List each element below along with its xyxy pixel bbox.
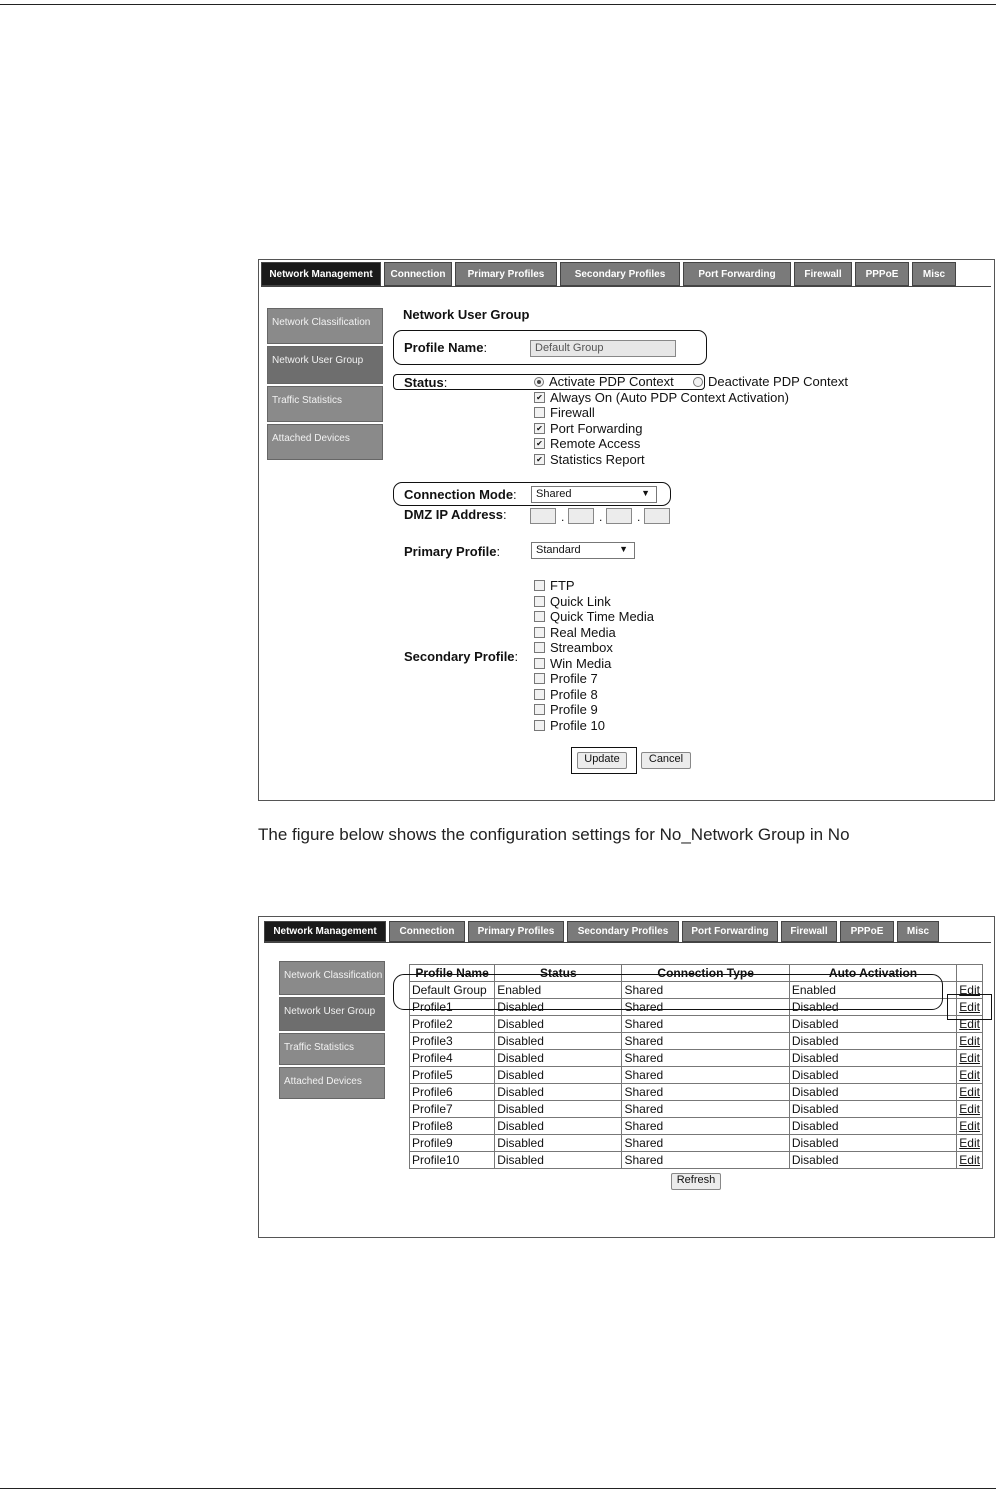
deactivate-pdp-radio[interactable] (693, 374, 848, 389)
checkbox-unchecked[interactable] (534, 627, 545, 638)
edit-link[interactable]: Edit (957, 1033, 983, 1050)
table-row (410, 1016, 983, 1033)
tab-firewall[interactable]: Firewall (781, 921, 837, 942)
edit-link[interactable]: Edit (957, 999, 983, 1016)
deactivate-pdp-label: Deactivate PDP Context (708, 374, 848, 389)
edit-link[interactable]: Edit (957, 1135, 983, 1152)
tab-port-forwarding[interactable]: Port Forwarding (683, 262, 791, 286)
table-row (410, 1050, 983, 1067)
cell-connection-type: Shared (622, 999, 789, 1016)
cell-profile-name: Default Group (410, 982, 495, 999)
colon: : (443, 375, 448, 390)
cell-status: Disabled (495, 1050, 622, 1067)
ip-separator: . (599, 510, 603, 524)
secondary-option[interactable] (534, 609, 654, 624)
sidebar (279, 961, 385, 1099)
dmz-ip-octet-3[interactable] (606, 508, 632, 524)
sidebar-item-network-classification[interactable]: Network Classification (267, 308, 383, 344)
connection-mode-value: Shared (536, 488, 572, 500)
colon: : (496, 544, 501, 559)
secondary-option[interactable] (534, 718, 605, 733)
secondary-option-label: Profile 9 (550, 702, 598, 717)
figure-network-user-group-form (258, 259, 995, 801)
header-edit (957, 965, 983, 982)
colon: : (483, 340, 488, 355)
cell-connection-type: Shared (622, 982, 789, 999)
tab-firewall[interactable]: Firewall (794, 262, 852, 286)
radio-unselected[interactable] (693, 377, 703, 387)
secondary-option[interactable] (534, 656, 611, 671)
option-label: Statistics Report (550, 452, 645, 467)
dmz-label (404, 507, 507, 522)
option-label: Firewall (550, 405, 595, 420)
edit-link[interactable]: Edit (957, 1118, 983, 1135)
cell-status: Disabled (495, 1118, 622, 1135)
tab-secondary-profiles[interactable]: Secondary Profiles (567, 921, 679, 942)
edit-link[interactable]: Edit (957, 1084, 983, 1101)
sidebar-item-traffic-statistics[interactable]: Traffic Statistics (267, 386, 383, 422)
option-always-on[interactable] (534, 390, 789, 405)
cell-connection-type: Shared (622, 1050, 789, 1067)
cell-auto-activation: Disabled (789, 1118, 956, 1135)
checkbox-checked[interactable]: ✔ (534, 438, 545, 449)
colon: : (502, 507, 507, 522)
cell-auto-activation: Disabled (789, 1033, 956, 1050)
update-button[interactable]: Update (577, 752, 627, 769)
cell-profile-name: Profile2 (410, 1016, 495, 1033)
tab-primary-profiles[interactable]: Primary Profiles (455, 262, 557, 286)
cell-status: Disabled (495, 1033, 622, 1050)
profile-name-label-text: Profile Name (404, 340, 484, 355)
cell-profile-name: Profile7 (410, 1101, 495, 1118)
checkbox-checked[interactable]: ✔ (534, 454, 545, 465)
cell-connection-type: Shared (622, 1033, 789, 1050)
cell-status: Disabled (495, 1084, 622, 1101)
table-row (410, 1118, 983, 1135)
secondary-option[interactable] (534, 687, 598, 702)
highlight-connection-mode (393, 482, 671, 506)
figure-profile-list (258, 916, 995, 1238)
option-label: Always On (Auto PDP Context Activation) (550, 390, 789, 405)
checkbox-unchecked[interactable] (534, 673, 545, 684)
cell-status: Disabled (495, 999, 622, 1016)
cell-profile-name: Profile4 (410, 1050, 495, 1067)
secondary-option-label: Quick Link (550, 594, 611, 609)
cell-profile-name: Profile10 (410, 1152, 495, 1169)
cell-auto-activation: Disabled (789, 1101, 956, 1118)
tab-connection[interactable]: Connection (384, 262, 452, 286)
bottom-rule (0, 1488, 996, 1489)
option-remote-access[interactable] (534, 436, 640, 451)
secondary-option[interactable] (534, 671, 598, 686)
secondary-option[interactable] (534, 594, 611, 609)
secondary-option-label: Win Media (550, 656, 612, 671)
checkbox-unchecked[interactable] (534, 642, 545, 653)
cell-profile-name: Profile3 (410, 1033, 495, 1050)
table-row (410, 1152, 983, 1169)
tab-misc[interactable]: Misc (897, 921, 939, 942)
activate-pdp-radio[interactable] (534, 374, 674, 389)
checkbox-unchecked[interactable] (534, 704, 545, 715)
sidebar-item-network-classification[interactable]: Network Classification (279, 961, 385, 995)
primary-profile-label-text: Primary Profile (404, 544, 497, 559)
table-row (410, 1084, 983, 1101)
secondary-profile-label-text: Secondary Profile (404, 649, 515, 664)
edit-link[interactable]: Edit (957, 1101, 983, 1118)
edit-link[interactable]: Edit (957, 1067, 983, 1084)
colon: : (513, 487, 517, 502)
radio-selected[interactable] (534, 377, 544, 387)
option-statistics-report[interactable] (534, 452, 645, 467)
cell-status: Enabled (495, 982, 622, 999)
header-connection-type: Connection Type (622, 965, 789, 982)
checkbox-unchecked[interactable] (534, 407, 545, 418)
dmz-ip-octet-4[interactable] (644, 508, 670, 524)
sidebar-item-network-user-group[interactable]: Network User Group (279, 997, 385, 1031)
header-auto-activation: Auto Activation (789, 965, 956, 982)
figure-caption: The figure below shows the configuration settings for No_Network Group in No (258, 825, 850, 844)
secondary-option-label: Real Media (550, 625, 616, 640)
cell-status: Disabled (495, 1152, 622, 1169)
cell-auto-activation: Disabled (789, 1135, 956, 1152)
secondary-option-label: Quick Time Media (550, 609, 655, 624)
secondary-option[interactable] (534, 640, 613, 655)
profile-name-input[interactable]: Default Group (530, 340, 676, 357)
sidebar-item-network-user-group[interactable]: Network User Group (267, 346, 383, 384)
dmz-label-text: DMZ IP Address (404, 507, 503, 522)
chevron-down-icon: ▼ (619, 544, 628, 554)
cell-connection-type: Shared (622, 1101, 789, 1118)
tab-network-management[interactable]: Network Management (261, 262, 381, 286)
connection-mode-label-text: Connection Mode (404, 487, 514, 502)
tab-misc[interactable]: Misc (912, 262, 956, 286)
cell-auto-activation: Disabled (789, 1067, 956, 1084)
top-rule (0, 4, 996, 5)
colon: : (514, 649, 519, 664)
cell-auto-activation: Disabled (789, 1016, 956, 1033)
edit-link[interactable]: Edit (957, 982, 983, 999)
cell-connection-type: Shared (622, 1016, 789, 1033)
checkbox-checked[interactable]: ✔ (534, 392, 545, 403)
primary-profile-select[interactable] (531, 542, 635, 559)
header-status: Status (495, 965, 622, 982)
status-label-text: Status (404, 375, 444, 390)
cell-status: Disabled (495, 1067, 622, 1084)
highlight-default-group-row (393, 974, 943, 1010)
secondary-option[interactable] (534, 702, 598, 717)
cell-profile-name: Profile8 (410, 1118, 495, 1135)
secondary-option-label: Profile 8 (550, 687, 598, 702)
ip-separator: . (637, 510, 641, 524)
tab-port-forwarding[interactable]: Port Forwarding (682, 921, 778, 942)
checkbox-checked[interactable]: ✔ (534, 423, 545, 434)
sidebar-item-attached-devices[interactable]: Attached Devices (267, 424, 383, 460)
tab-pppoe[interactable]: PPPoE (855, 262, 909, 286)
secondary-profile-label (404, 649, 518, 664)
primary-profile-label (404, 544, 500, 559)
highlight-edit-link (947, 994, 992, 1020)
edit-link[interactable]: Edit (957, 1016, 983, 1033)
cell-profile-name: Profile1 (410, 999, 495, 1016)
checkbox-unchecked[interactable] (534, 596, 545, 607)
dmz-ip-octet-1[interactable] (530, 508, 556, 524)
tab-primary-profiles[interactable]: Primary Profiles (468, 921, 564, 942)
cell-auto-activation: Enabled (789, 982, 956, 999)
secondary-option-label: FTP (550, 578, 575, 593)
highlight-profile-name (393, 330, 707, 365)
checkbox-unchecked[interactable] (534, 580, 545, 591)
checkbox-unchecked[interactable] (534, 658, 545, 669)
tab-underline (261, 286, 991, 287)
sidebar-item-attached-devices[interactable]: Attached Devices (279, 1067, 385, 1099)
primary-profile-value: Standard (536, 544, 581, 556)
tab-bar (261, 262, 959, 286)
refresh-button[interactable]: Refresh (671, 1173, 721, 1190)
option-port-forwarding[interactable] (534, 421, 642, 436)
secondary-option[interactable] (534, 578, 575, 593)
checkbox-unchecked[interactable] (534, 720, 545, 731)
cell-auto-activation: Disabled (789, 1050, 956, 1067)
secondary-option-label: Streambox (550, 640, 613, 655)
secondary-option-label: Profile 10 (550, 718, 605, 733)
option-label: Remote Access (550, 436, 641, 451)
ip-separator: . (561, 510, 565, 524)
tab-underline (264, 942, 991, 943)
table-row (410, 1135, 983, 1152)
option-firewall[interactable] (534, 405, 595, 420)
chevron-down-icon: ▼ (641, 488, 650, 498)
cell-profile-name: Profile5 (410, 1067, 495, 1084)
checkbox-unchecked[interactable] (534, 611, 545, 622)
table-row (410, 1033, 983, 1050)
cell-status: Disabled (495, 1016, 622, 1033)
highlight-update-button (571, 747, 637, 774)
tab-connection[interactable]: Connection (389, 921, 465, 942)
checkbox-unchecked[interactable] (534, 689, 545, 700)
cell-connection-type: Shared (622, 1067, 789, 1084)
sidebar (267, 308, 383, 460)
cell-profile-name: Profile9 (410, 1135, 495, 1152)
cell-connection-type: Shared (622, 1084, 789, 1101)
edit-link[interactable]: Edit (957, 1152, 983, 1169)
sidebar-item-traffic-statistics[interactable]: Traffic Statistics (279, 1033, 385, 1065)
option-label: Port Forwarding (550, 421, 643, 436)
tab-pppoe[interactable]: PPPoE (840, 921, 894, 942)
header-profile-name: Profile Name (410, 965, 495, 982)
secondary-option[interactable] (534, 625, 616, 640)
activate-pdp-label: Activate PDP Context (549, 374, 674, 389)
cell-connection-type: Shared (622, 1118, 789, 1135)
cell-status: Disabled (495, 1101, 622, 1118)
dmz-ip-octet-2[interactable] (568, 508, 594, 524)
cell-auto-activation: Disabled (789, 1152, 956, 1169)
cell-profile-name: Profile6 (410, 1084, 495, 1101)
cell-status: Disabled (495, 1135, 622, 1152)
form-title: Network User Group (403, 307, 530, 322)
edit-link[interactable]: Edit (957, 1050, 983, 1067)
table-row (410, 1101, 983, 1118)
tab-secondary-profiles[interactable]: Secondary Profiles (560, 262, 680, 286)
cell-auto-activation: Disabled (789, 999, 956, 1016)
tab-network-management[interactable]: Network Management (264, 921, 386, 942)
table-row (410, 1067, 983, 1084)
tab-bar (264, 921, 942, 942)
cancel-button[interactable]: Cancel (641, 752, 691, 769)
secondary-option-label: Profile 7 (550, 671, 598, 686)
cell-connection-type: Shared (622, 1135, 789, 1152)
cell-connection-type: Shared (622, 1152, 789, 1169)
cell-auto-activation: Disabled (789, 1084, 956, 1101)
